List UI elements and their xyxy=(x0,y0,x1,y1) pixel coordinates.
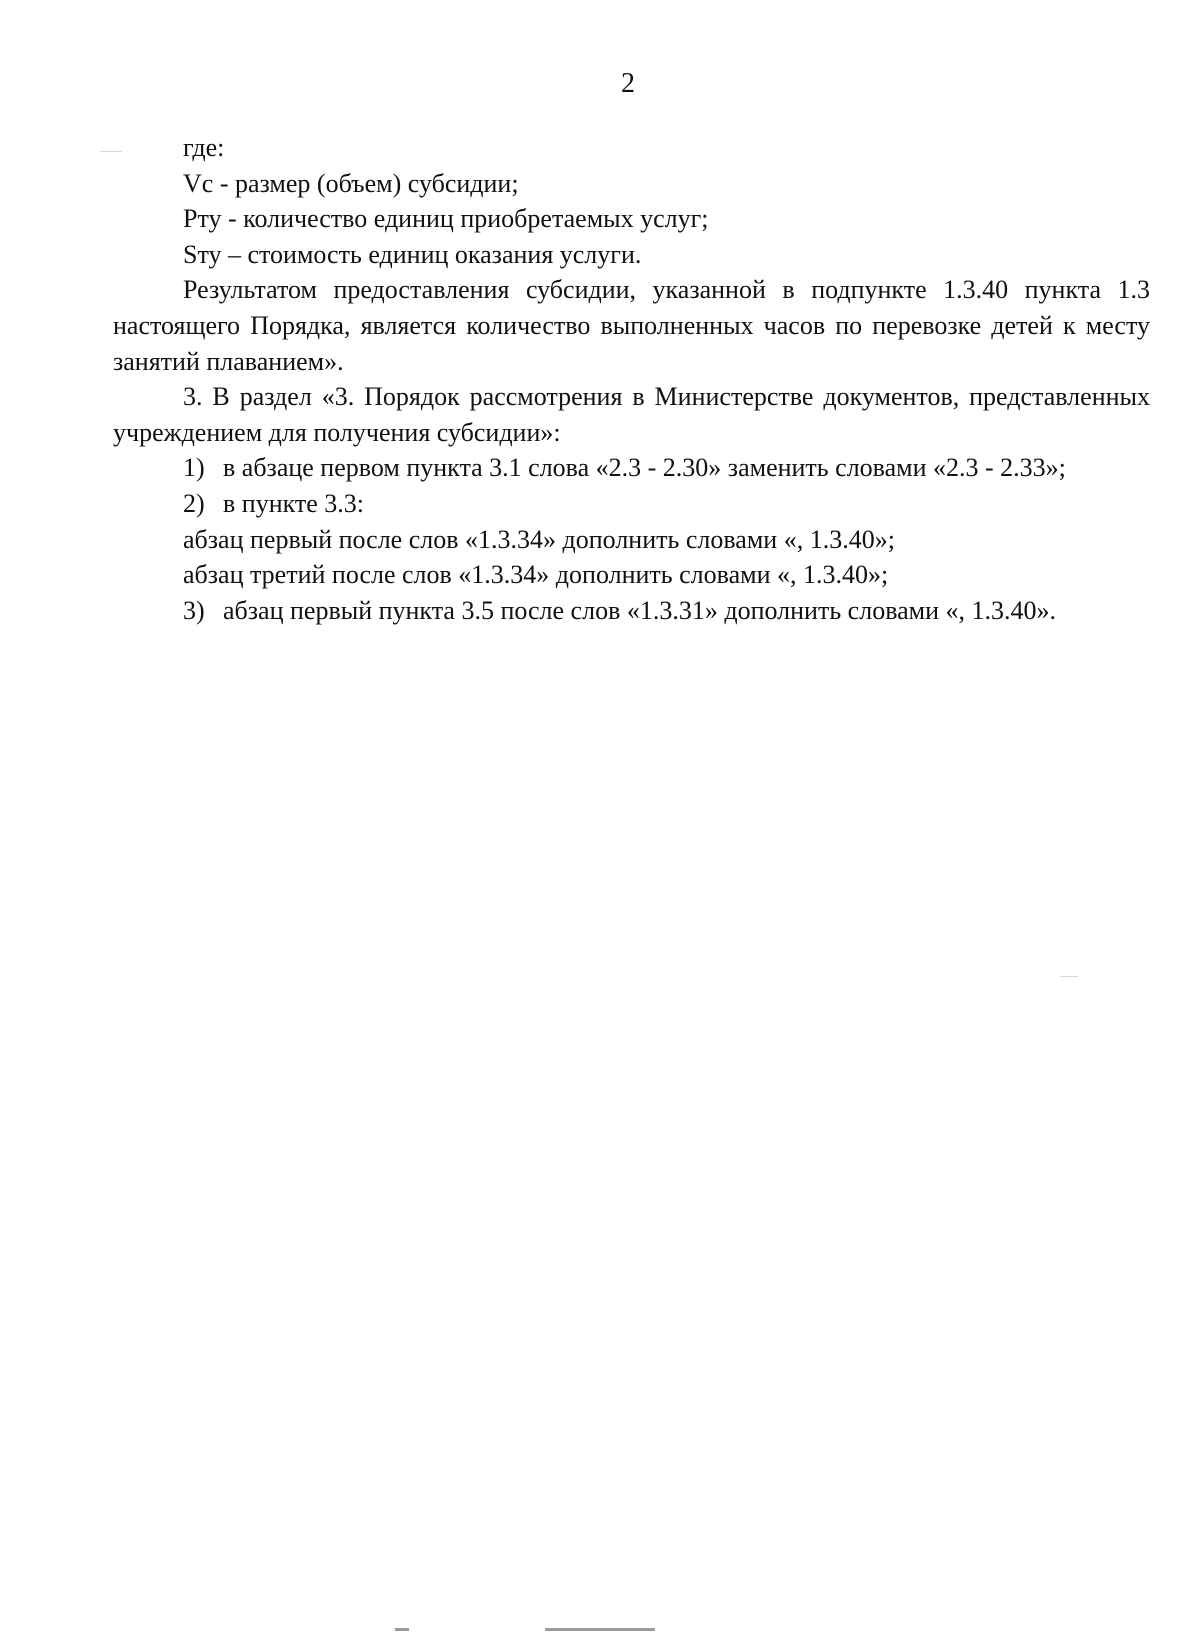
list-item-1 xyxy=(113,450,1150,486)
list-item-text: в абзаце первом пункта 3.1 слова «2.3 - 2.30» заменить словами «2.3 - 2.33»; xyxy=(223,453,1066,483)
list-item-text: в пункте 3.3: xyxy=(223,488,365,518)
sub-paragraph-third: абзац третий после слов «1.3.34» дополнить словами «, 1.3.40»; xyxy=(183,560,889,590)
scan-artifact xyxy=(395,1628,409,1631)
page-number: 2 xyxy=(621,68,635,99)
list-item-3 xyxy=(113,593,1150,629)
list-item-number: 1) xyxy=(183,453,205,483)
list-item-number: 2) xyxy=(183,488,205,518)
list-item-text: абзац первый пункта 3.5 после слов «1.3.31» дополнить словами «, 1.3.40». xyxy=(223,595,1057,625)
paragraph-section-3: 3. В раздел «3. Порядок рассмотрения в Министерстве документов, представленных учреждением для получения субсидии»: xyxy=(113,382,1150,447)
paragraph-sty-definition: Sту – стоимость единиц оказания услуги. xyxy=(183,239,642,269)
paragraph-where: где: xyxy=(183,133,225,162)
document-body xyxy=(113,130,1150,628)
paragraph-subsidy-result: Результатом предоставления субсидии, указанной в подпункте 1.3.40 пункта 1.3 настоящего Порядка, является количество выполненных часов по перевозке детей к месту занятий плаванием». xyxy=(113,275,1150,376)
paragraph-pty-definition: Pту - количество единиц приобретаемых услуг; xyxy=(183,204,709,234)
list-item-2 xyxy=(113,486,1150,522)
scan-artifact xyxy=(545,1628,655,1631)
sub-paragraph-first: абзац первый после слов «1.3.34» дополнить словами «, 1.3.40»; xyxy=(183,524,895,554)
list-item-number: 3) xyxy=(183,595,205,625)
scan-artifact xyxy=(1060,976,1078,977)
paragraph-vc-definition: Vc - размер (объем) субсидии; xyxy=(183,168,519,198)
